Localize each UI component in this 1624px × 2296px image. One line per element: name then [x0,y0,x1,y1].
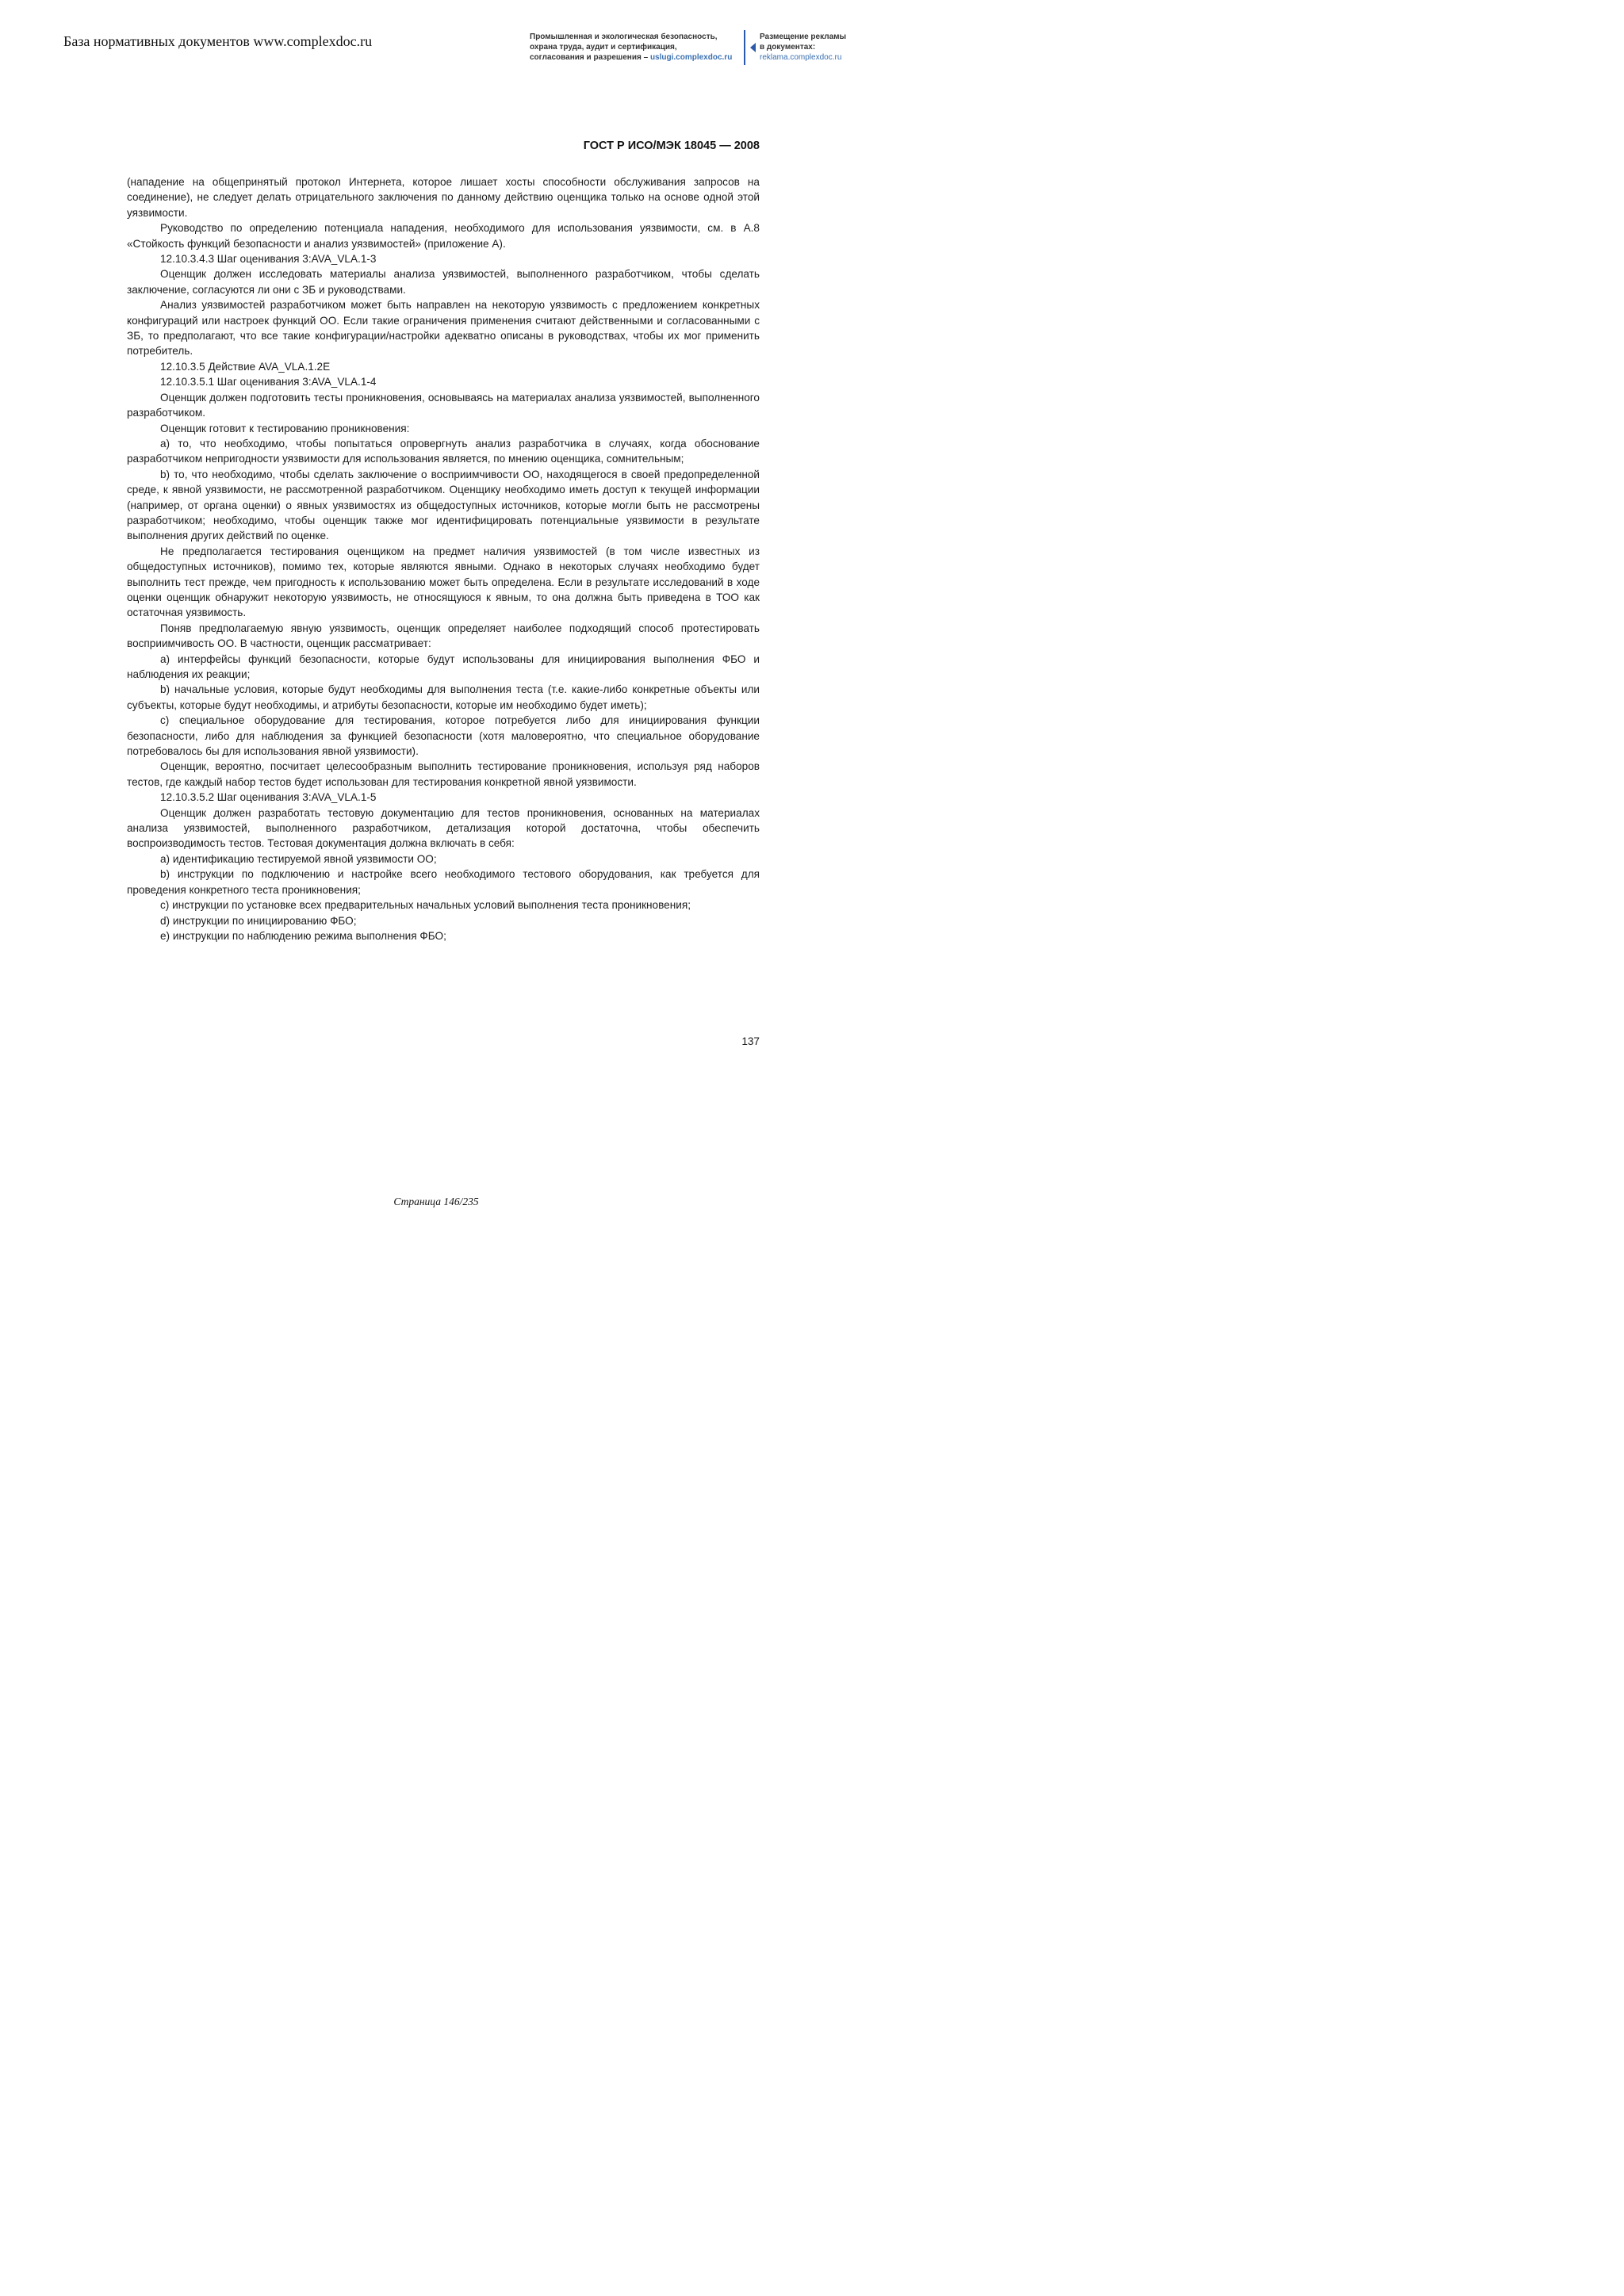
ad-divider [744,30,745,65]
arrow-left-icon [750,43,756,52]
paragraph: Поняв предполагаемую явную уязвимость, оценщик определяет наиболее подходящий способ протестировать восприимчивость ОО. В частности, оценщик рассматривает: [127,622,760,650]
paragraph: Оценщик должен исследовать материалы анализа уязвимостей, выполненного разработчиком, чтобы сделать заключение, согласуются ли они с ЗБ и руководствами. [127,268,760,296]
list-item: е) инструкции по наблюдению режима выполнения ФБО; [160,929,446,942]
page-footer: Страница 146/235 [393,1196,479,1207]
list-item: d) инструкции по инициированию ФБО; [160,914,357,927]
paragraph: Оценщик, вероятно, посчитает целесообразным выполнить тестирование проникновения, используя ряд наборов тестов, где каждый набор тестов будет использован для тестирования конкретной явной уязвимости. [127,760,760,788]
list-item: с) специальное оборудование для тестирования, которое потребуется либо для инициирования функции безопасности, либо для наблюдения за функцией безопасности (хотя маловероятно, что специальное оборудование потребовалось бы для использования явной уязвимости). [127,714,760,758]
advertising-ad [760,32,863,63]
site-title: База нормативных документов www.complexdoc.ru [63,33,373,49]
services-ad-text: согласования и разрешения – [530,53,650,62]
paragraph: Не предполагается тестирования оценщиком на предмет наличия уязвимостей (в том числе известных из общедоступных источников), помимо тех, которые являются явными. Однако в некоторых случаях необходимо будет выполнить тест прежде, чем пригодность к использованию может быть определена. Если в результате исследований в ходе оценки оценщик обнаружит некоторую уязвимость, не относящуюся к явным, то она должна быть приведена в ТОО как остаточная уязвимость. [127,545,760,619]
list-item: с) инструкции по установке всех предварительных начальных условий выполнения теста проникновения; [160,899,691,912]
services-ad-line [530,52,737,63]
services-link[interactable]: uslugi.complexdoc.ru [649,53,733,62]
section-heading: 12.10.3.5 Действие AVA_VLA.1.2E [160,360,331,373]
list-item: а) идентификацию тестируемой явной уязвимости ОО; [160,852,437,865]
list-item: а) то, что необходимо, чтобы попытаться опровергнуть анализ разработчика в случаях, когда обоснование разработчиком непригодности уязвимости для использования является, по мнению оценщика, сомнительным; [127,437,760,465]
advertising-ad-line: Размещение рекламы [760,33,847,41]
list-item: b) начальные условия, которые будут необходимы для выполнения теста (т.е. какие-либо конкретные объекты или субъекты, которые будут необходимы, и атрибуты безопасности, которые им необходимо будет иметь); [127,683,760,711]
page-number: 137 [741,1035,760,1047]
paragraph: Оценщик должен разработать тестовую документацию для тестов проникновения, основанных на материалах анализа уязвимостей, выполненного разработчиком, детализация которой достаточна, чтобы обеспечить воспроизводимость тестов. Тестовая документация должна включать в себя: [127,806,760,850]
paragraph: Оценщик готовит к тестированию проникновения: [160,422,410,434]
advertising-ad-line: в документах: [760,43,816,52]
document-code: ГОСТ Р ИСО/МЭК 18045 — 2008 [583,140,760,152]
paragraph: Руководство по определению потенциала нападения, необходимого для использования уязвимости, см. в А.8 «Стойкость функций безопасности и анализ уязвимостей» (приложение А). [127,222,760,250]
section-heading: 12.10.3.5.2 Шаг оценивания 3:AVA_VLA.1-5 [160,791,377,804]
paragraph: Анализ уязвимостей разработчиком может быть направлен на некоторую уязвимость с предложением конкретных конфигураций или настроек функций ОО. Если такие ограничения применения считают действенными и согласованными с ЗБ, то предполагают, что все такие конфигурации/настройки адекватно описаны в руководствах, чтобы их мог применить потребитель. [127,299,760,358]
section-heading: 12.10.3.5.1 Шаг оценивания 3:AVA_VLA.1-4 [160,376,377,388]
document-body [127,174,760,943]
list-item: а) интерфейсы функций безопасности, которые будут использованы для инициирования выполнения ФБО и наблюдения их реакции; [127,652,760,680]
list-item: b) то, что необходимо, чтобы сделать заключение о восприимчивости ОО, находящегося в своей предопределенной среде, к явной уязвимости, не рассмотренной разработчиком. Оценщику необходимо иметь доступ к текущей информации (например, от органа оценки) о явных уязвимостях из общедоступных источников, которые могли быть не рассмотрены разработчиком; необходимо, чтобы оценщик также мог идентифицировать потенциальные уязвимости в результате выполнения других действий по оценке. [127,468,760,542]
section-heading: 12.10.3.4.3 Шаг оценивания 3:AVA_VLA.1-3 [160,253,377,266]
services-ad-line: охрана труда, аудит и сертификация, [530,43,677,52]
list-item: b) инструкции по подключению и настройке всего необходимого тестового оборудования, как требуется для проведения конкретного теста проникновения; [127,868,760,896]
services-ad-line: Промышленная и экологическая безопасность, [530,33,718,41]
paragraph: Оценщик должен подготовить тесты проникновения, основываясь на материалах анализа уязвимостей, выполненного разработчиком. [127,391,760,419]
advertising-link[interactable]: reklama.complexdoc.ru [760,53,842,62]
services-ad [530,32,737,63]
paragraph: (нападение на общепринятый протокол Интернета, которое лишает хосты способности обслуживания запросов на соединение), не следует делать отрицательного заключения по данному действию оценщика только на основе одной этой уязвимости. [127,176,760,219]
